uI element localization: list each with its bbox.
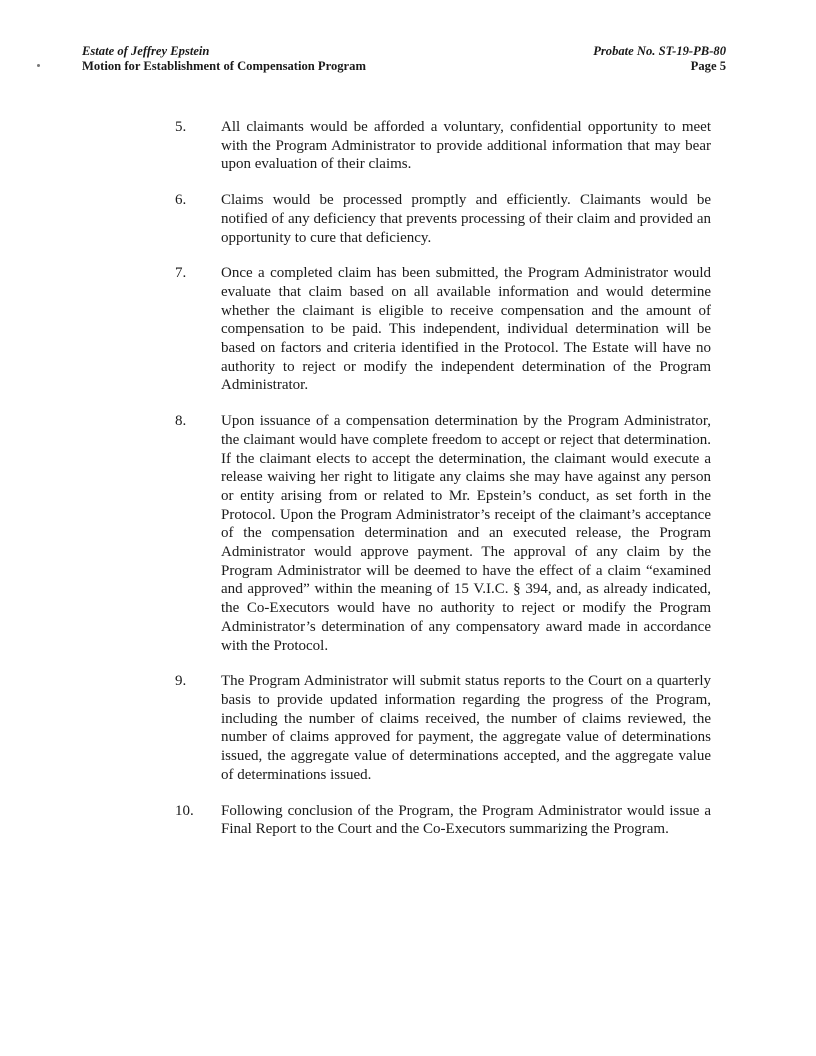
item-text: The Program Administrator will submit status reports to the Court on a quarterly basis to provide updated information regarding the progress of the Program, including the number of claims received, the number of claims reviewed, the number of claims approved for payment, the aggregate value of determinations issued, the aggregate value of determinations accepted, and the aggregate value of determinations issued. xyxy=(221,673,711,783)
item-text: Following conclusion of the Program, the Program Administrator would issue a Final Report to the Court and the Co-Executors summarizing the Program. xyxy=(221,802,711,838)
list-item xyxy=(175,412,711,655)
probate-number: Probate No. ST-19-PB-80 xyxy=(593,44,726,58)
list-item xyxy=(175,191,711,247)
header-left xyxy=(82,44,366,74)
scan-speck xyxy=(37,64,40,67)
list-item xyxy=(175,264,711,395)
item-number: 10. xyxy=(175,802,194,819)
item-number: 9. xyxy=(175,673,187,690)
list-item xyxy=(175,672,711,784)
item-number: 8. xyxy=(175,413,187,430)
item-text: Claims would be processed promptly and efficiently. Claimants would be notified of any deficiency that prevents processing of their claim and provided an opportunity to cure that deficiency. xyxy=(221,192,711,246)
list-item xyxy=(175,118,711,174)
header-right xyxy=(593,44,726,74)
item-number: 5. xyxy=(175,119,187,135)
list-item xyxy=(175,802,711,839)
numbered-list xyxy=(175,118,711,856)
item-text: Upon issuance of a compensation determination by the Program Administrator, the claimant would have complete freedom to accept or reject that determination. If the claimant elects to accept the determination, the claimant would execute a release waiving her right to litigate any claims she may have against any person or entity arising from or related to Mr. Epstein’s conduct, as set forth in the Protocol. Upon the Program Administrator’s receipt of the claimant’s acceptance of the compensation determination and an executed release, the Program Administrator would approve payment. The approval of any claim by the Program Administrator will be deemed to have the effect of a claim “examined and approved” within the meaning of 15 V.I.C. § 394, and, as already indicated, the Co-Executors would have no authority to reject or modify the Program Administrator’s determination of any compensatory award made in accordance with the Protocol. xyxy=(221,413,711,654)
item-number: 6. xyxy=(175,192,187,209)
item-number: 7. xyxy=(175,265,187,282)
case-title: Estate of Jeffrey Epstein xyxy=(82,44,210,58)
item-text: Once a completed claim has been submitted, the Program Administrator would evaluate that claim based on all available information and would determine whether the claimant is eligible to receive compensation and the amount of compensation to be paid. This independent, individual determination will be based on factors and criteria identified in the Protocol. The Estate will have no authority to reject or modify the independent determination of the Program Administrator. xyxy=(221,265,711,394)
document-title: Motion for Establishment of Compensation Program xyxy=(82,59,366,73)
page-number: Page 5 xyxy=(690,59,726,73)
item-text: All claimants would be afforded a voluntary, confidential opportunity to meet with the Program Administrator to provide additional information that may bear upon evaluation of their claims. xyxy=(221,119,711,173)
